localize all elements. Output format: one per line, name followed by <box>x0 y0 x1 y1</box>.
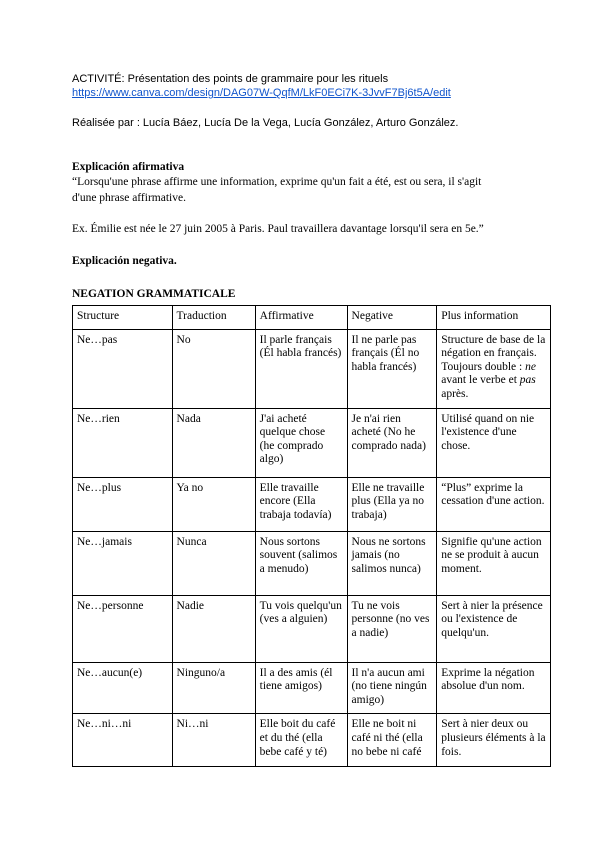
cell-info: Utilisé quand on nie l'existence d'une chose. <box>437 408 551 477</box>
cell-traduction: Nunca <box>172 531 255 595</box>
cell-info <box>437 329 551 408</box>
info-emphasis-ne: ne <box>525 360 536 373</box>
cell-negative: Il ne parle pas français (Él no habla francés) <box>347 329 437 408</box>
cell-info: “Plus” exprime la cessation d'une action. <box>437 477 551 531</box>
cell-affirmative: Nous sortons souvent (salimos a menudo) <box>255 531 347 595</box>
cell-negative: Elle ne boit ni café ni thé (ella no bebe ni café <box>347 714 437 767</box>
header-traduction: Traduction <box>172 306 255 330</box>
cell-structure: Ne…personne <box>73 595 173 662</box>
affirmative-heading: Explicación afirmativa <box>72 161 185 173</box>
affirmative-text-line1: “Lorsqu'une phrase affirme une information, exprime qu'un fait a été, est ou sera, il s'agit <box>72 176 482 188</box>
table-row <box>73 595 551 662</box>
cell-info: Sert à nier deux ou plusieurs éléments à la fois. <box>437 714 551 767</box>
cell-negative: Elle ne travaille plus (Ella ya no trabaja) <box>347 477 437 531</box>
table-title: NEGATION GRAMMATICALE <box>72 288 236 300</box>
info-emphasis-pas: pas <box>519 374 536 387</box>
header-affirmative: Affirmative <box>255 306 347 330</box>
cell-info: Sert à nier la présence ou l'existence de quelqu'un. <box>437 595 551 662</box>
cell-negative: Il n'a aucun ami (no tiene ningún amigo) <box>347 662 437 714</box>
cell-structure: Ne…plus <box>73 477 173 531</box>
cell-negative: Tu ne vois personne (no ves a nadie) <box>347 595 437 662</box>
cell-affirmative: Tu vois quelqu'un (ves a alguien) <box>255 595 347 662</box>
table-row <box>73 408 551 477</box>
cell-info: Signifie qu'une action ne se produit à aucun moment. <box>437 531 551 595</box>
header-negative: Negative <box>347 306 437 330</box>
cell-traduction: No <box>172 329 255 408</box>
cell-negative: Je n'ai rien acheté (No he comprado nada) <box>347 408 437 477</box>
cell-structure: Ne…ni…ni <box>73 714 173 767</box>
info-text: avant le verbe et <box>441 374 520 387</box>
cell-affirmative: Il a des amis (él tiene amigos) <box>255 662 347 714</box>
table-row <box>73 531 551 595</box>
cell-info: Exprime la négation absolue d'un nom. <box>437 662 551 714</box>
cell-traduction: Nada <box>172 408 255 477</box>
table-row <box>73 329 551 408</box>
info-text: après. <box>441 387 469 400</box>
table-row <box>73 662 551 714</box>
cell-structure: Ne…rien <box>73 408 173 477</box>
authors-line: Réalisée par : Lucía Báez, Lucía De la Vega, Lucía González, Arturo González. <box>72 117 459 129</box>
info-text: Structure de base de la négation en français. Toujours double : <box>441 333 546 373</box>
cell-affirmative: Elle travaille encore (Ella trabaja todavía) <box>255 477 347 531</box>
cell-structure: Ne…aucun(e) <box>73 662 173 714</box>
cell-traduction: Ninguno/a <box>172 662 255 714</box>
table-row <box>73 477 551 531</box>
affirmative-text-line2: d'une phrase affirmative. <box>72 192 186 204</box>
cell-negative: Nous ne sortons jamais (no salimos nunca) <box>347 531 437 595</box>
cell-structure: Ne…pas <box>73 329 173 408</box>
cell-traduction: Ya no <box>172 477 255 531</box>
cell-structure: Ne…jamais <box>73 531 173 595</box>
table-row <box>73 714 551 767</box>
cell-affirmative: J'ai acheté quelque chose (he comprado algo) <box>255 408 347 477</box>
negation-table <box>72 305 551 767</box>
header-structure: Structure <box>73 306 173 330</box>
cell-affirmative: Il parle français (Él habla francés) <box>255 329 347 408</box>
negative-heading: Explicación negativa. <box>72 255 177 267</box>
affirmative-example: Ex. Émilie est née le 27 juin 2005 à Paris. Paul travaillera davantage lorsqu'il sera en 5e.” <box>72 223 484 235</box>
canva-link[interactable]: https://www.canva.com/design/DAG07W-QqfM/LkF0ECi7K-3JvvF7Bj6t5A/edit <box>72 87 451 99</box>
header-plus-information: Plus information <box>437 306 551 330</box>
cell-traduction: Ni…ni <box>172 714 255 767</box>
table-header-row <box>73 306 551 330</box>
activity-title: ACTIVITÉ: Présentation des points de grammaire pour les rituels <box>72 73 389 85</box>
cell-affirmative: Elle boit du café et du thé (ella bebe café y té) <box>255 714 347 767</box>
cell-traduction: Nadie <box>172 595 255 662</box>
